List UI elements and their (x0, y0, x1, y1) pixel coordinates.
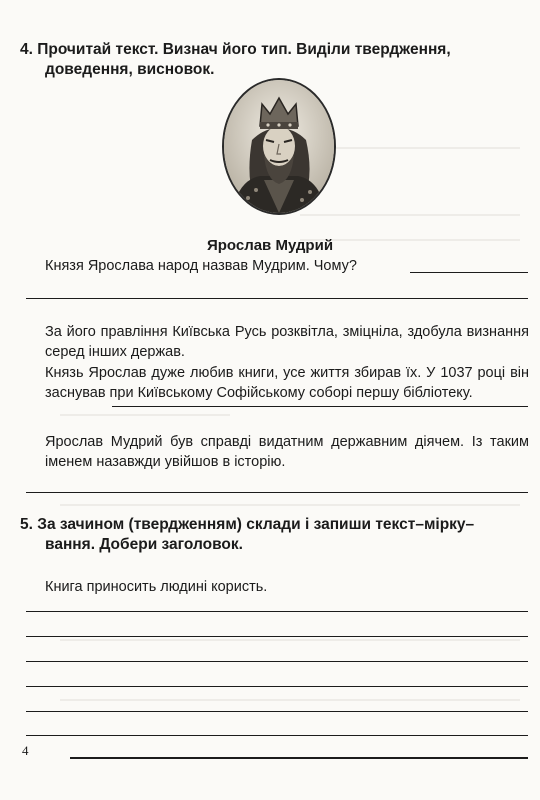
task-5-title-line2: вання. Добери заголовок. (45, 536, 243, 553)
task-4-title-line2: доведення, висновок. (45, 61, 215, 78)
writing-line[interactable] (70, 757, 528, 759)
paragraph-3: Ярослав Мудрий був справді видатним державним діячем. Із таким іменем назавжди увійшов в історію. (45, 434, 529, 470)
answer-line[interactable] (26, 492, 528, 493)
writing-line[interactable] (26, 686, 528, 687)
page-number: 4 (22, 743, 29, 758)
paragraph-1: За його правління Київська Русь розквітла, зміцніла, здобула визнання серед інших держав. (45, 324, 529, 360)
task-4-title-line1: 4. Прочитай текст. Визнач його тип. Виділи твердження, (20, 41, 451, 58)
question-text: Князя Ярослава народ назвав Мудрим. Чому? (45, 258, 357, 274)
text-heading: Ярослав Мудрий (206, 237, 334, 254)
portrait-image (222, 78, 336, 215)
task-5-title (20, 515, 525, 555)
writing-line[interactable] (26, 735, 528, 736)
opening-sentence: Книга приносить людині користь. (45, 579, 268, 595)
paragraph-2: Князь Ярослав дуже любив книги, усе життя збирав їх. У 1037 році він заснував при Київському Софійському соборі першу бібліотеку. (45, 365, 529, 401)
writing-line[interactable] (26, 636, 528, 637)
answer-line[interactable] (26, 298, 528, 299)
answer-line[interactable] (112, 406, 528, 407)
writing-line[interactable] (26, 611, 528, 612)
portrait-of-yaroslav-the-wise-icon (224, 80, 334, 213)
task-4-title (20, 40, 525, 80)
task-5-title-line1: 5. За зачином (твердженням) склади і запиши текст–мірку– (20, 516, 475, 533)
writing-line[interactable] (26, 661, 528, 662)
answer-line[interactable] (410, 272, 528, 273)
writing-line[interactable] (26, 711, 528, 712)
